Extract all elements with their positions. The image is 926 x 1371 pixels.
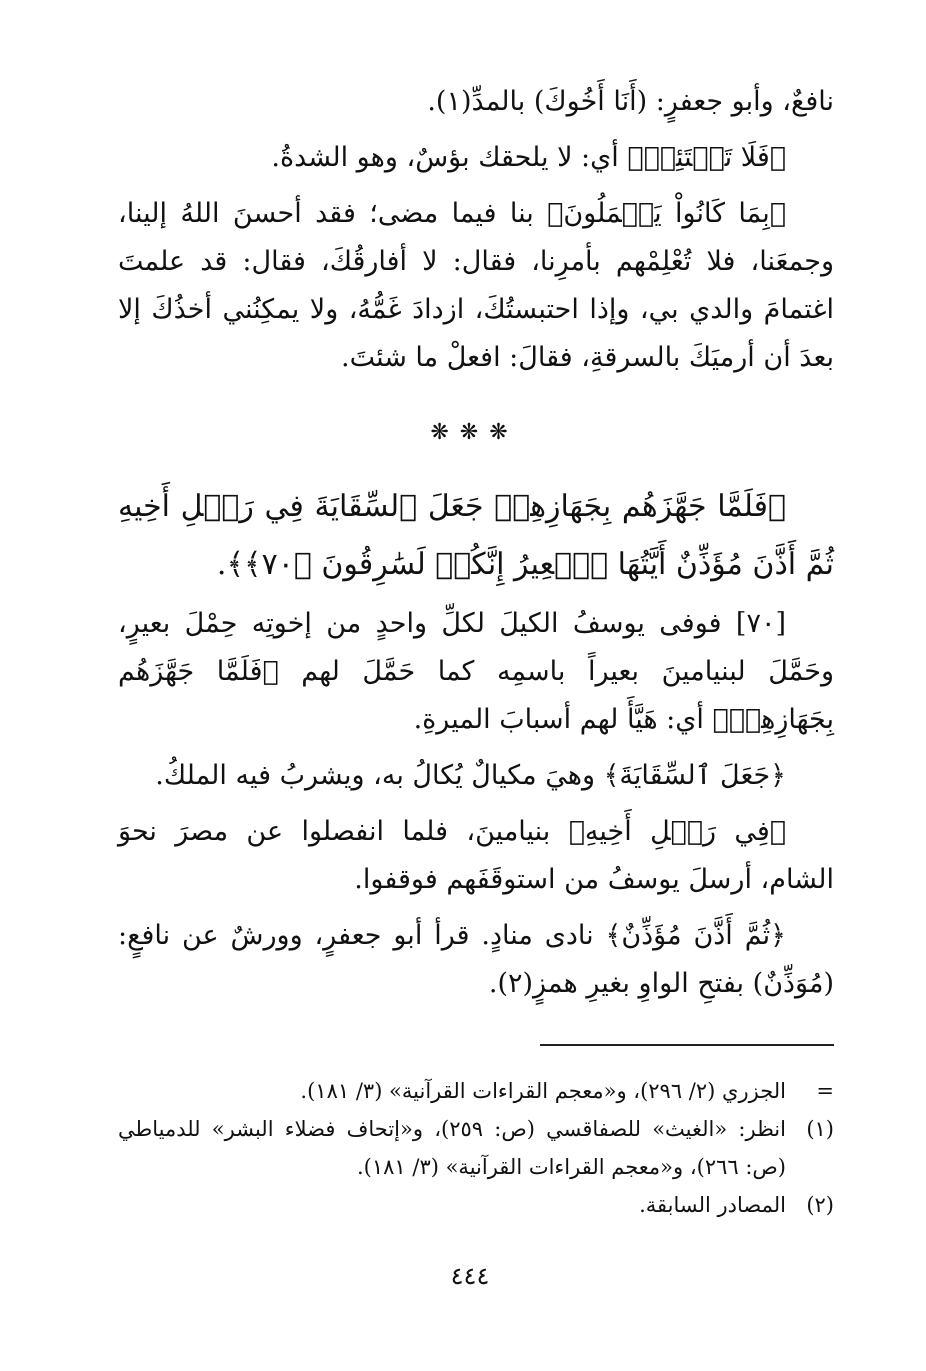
top-text-block: [118, 78, 834, 382]
footnote-mark: =: [816, 1079, 834, 1103]
footnote-mark: (٢): [806, 1193, 834, 1217]
footnotes: [118, 1072, 834, 1224]
footnote-text: انظر: «الغيث» للصفاقسي (ص: ٢٥٩)، و«إتحاف فضلاء البشر» للدمياطي (ص: ٢٦٦)، و«معجم القراءات القرآنية» (٣/ ١٨١).: [118, 1117, 786, 1179]
footnote-2: [118, 1186, 834, 1224]
paragraph-5: ﴿جَعَلَ ٱلسِّقَايَةَ﴾ وهيَ مكيالٌ يُكالُ به، ويشربُ فيه الملكُ.: [155, 760, 786, 791]
footnote-mark: (١): [806, 1117, 834, 1141]
paragraph-3: ﴿بِمَا كَانُواْ يَعۡمَلُونَ﴾ بنا فيما مضى؛ فقد أحسنَ اللهُ إلينا، وجمعَنا، فلا تُعْلِمْهم بأمرِنا، فقال: لا أفارقُكَ، فقال: قد علمتَ اغتمامَ والدي بي، وإذا احتبستُكَ، ازدادَ غَمُّهُ، ولا يمكِنُني أخذُكَ إلا بعدَ أن أرميَكَ بالسرقةِ، فقالَ: افعلْ ما شئتَ.: [118, 198, 834, 373]
footnote-text: المصادر السابقة.: [639, 1193, 786, 1217]
footnote-divider: [540, 1044, 834, 1046]
paragraph-4: [٧٠] فوفى يوسفُ الكيلَ لكلِّ واحدٍ من إخوتِه حِمْلَ بعيرٍ، وحَمَّلَ لبنيامينَ بعيراً باسمِه كما حَمَّلَ لهم ﴿فَلَمَّا جَهَّزَهُم بِجَهَازِهِمۡ﴾ أي: هَيَّأَ لهم أسبابَ الميرةِ.: [118, 608, 834, 735]
paragraph-6: ﴿فِي رَحۡلِ أَخِيهِ﴾ بنيامينَ، فلما انفصلوا عن مصرَ نحوَ الشام، أرسلَ يوسفُ من استوقَفَهم فوقفوا.: [118, 816, 834, 895]
footnote-1: [118, 1110, 834, 1186]
footnote-continuation: [118, 1072, 834, 1110]
section-separator: ❋ ❋ ❋: [430, 420, 510, 445]
commentary-block: [118, 600, 834, 1008]
quran-verse: ﴿فَلَمَّا جَهَّزَهُم بِجَهَازِهِمۡ جَعَلَ ٱلسِّقَايَةَ فِي رَحۡلِ أَخِيهِ ثُمَّ أَذَّنَ مُؤَذِّنٌ أَيَّتُهَا ٱلۡعِيرُ إِنَّكُمۡ لَسَٰرِقُونَ ﴿٧٠﴾﴾.: [118, 489, 834, 582]
footnote-text: الجزري (٢/ ٢٩٦)، و«معجم القراءات القرآنية» (٣/ ١٨١).: [300, 1079, 786, 1103]
page-number: ٤٤٤: [450, 1262, 490, 1290]
paragraph-1: نافعٌ، وأبو جعفرٍ: (أَنَا أَخُوكَ) بالمدِّ(١).: [427, 86, 834, 117]
paragraph-2: ﴿فَلَا تَبۡتَئِسۡ﴾ أي: لا يلحقك بؤسٌ، وهو الشدةُ.: [271, 142, 786, 173]
paragraph-7: ﴿ثُمَّ أَذَّنَ مُؤَذِّنٌ﴾ نادى منادٍ. قرأ أبو جعفرٍ، وورشٌ عن نافعٍ: (مُوَذِّنٌ) بفتحِ الواوِ بغيرِ همزٍ(٢).: [118, 920, 834, 999]
